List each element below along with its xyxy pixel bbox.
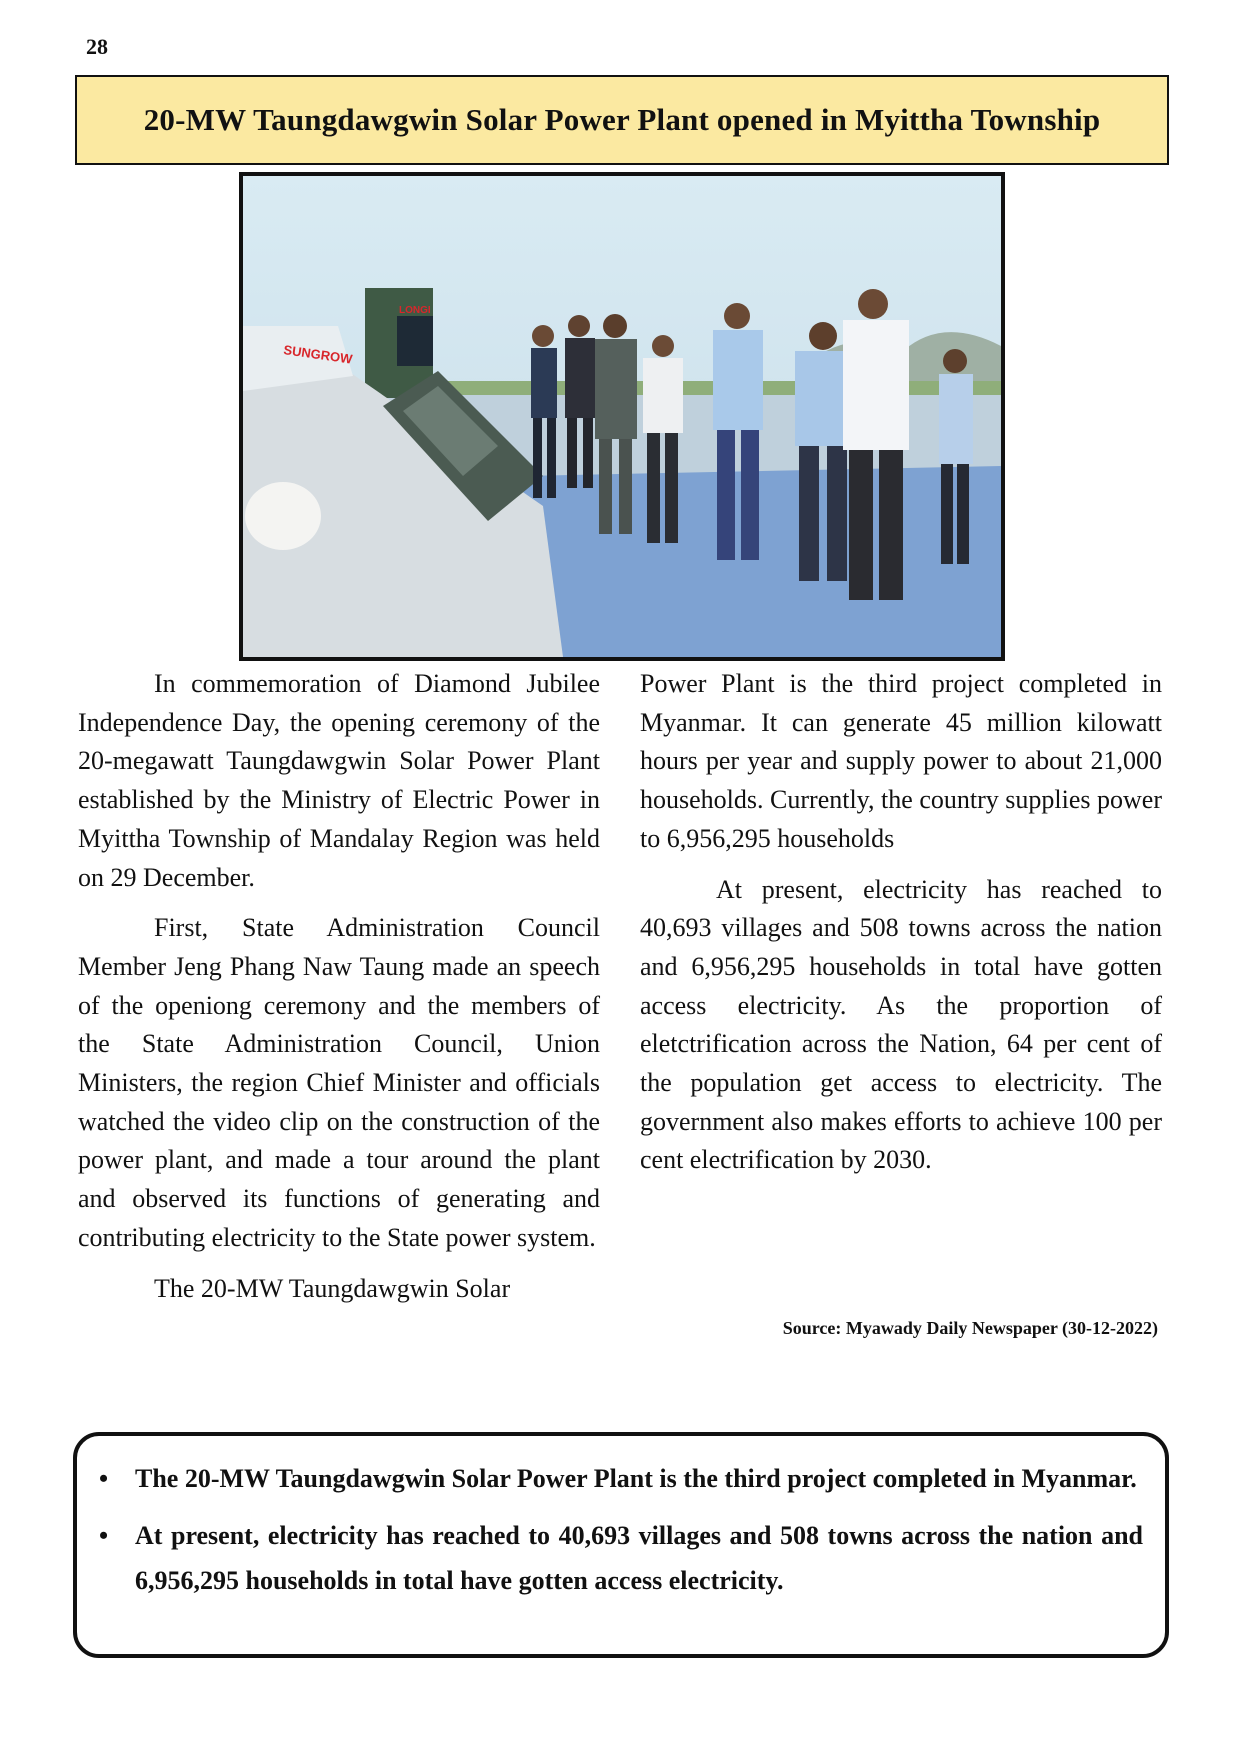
article-column-right xyxy=(640,665,1162,1192)
article-paragraph: Power Plant is the third project completed in Myanmar. It can generate 45 million kilowatt hours per year and supply power to about 21,000 households. Currently, the country supplies power to 6,956,295 households xyxy=(640,669,1162,853)
article-paragraph: First, State Administration Council Member Jeng Phang Naw Taung made an speech of the openiong ceremony and the members of the State Administration Council, Union Ministers, the region Chief Minister and officials watched the video clip on the construction of the power plant, and made a tour around the plant and observed its functions of generating and contributing electricity to the State power system. xyxy=(78,913,600,1252)
summary-item-text: At present, electricity has reached to 40,693 villages and 508 towns across the nation and 6,956,295 households in total have gotten access electricity. xyxy=(135,1521,1143,1595)
article-paragraph: The 20-MW Taungdawgwin Solar xyxy=(154,1273,511,1303)
summary-item xyxy=(95,1456,1143,1501)
page-number: 28 xyxy=(86,34,108,59)
photo-sign-panel xyxy=(397,316,433,366)
article-title: 20-MW Taungdawgwin Solar Power Plant opened in Myittha Township xyxy=(143,102,1101,137)
article-paragraph: At present, electricity has reached to 40,693 villages and 508 towns across the nation and 6,956,295 households in total have gotten access electricity. As the proportion of eletctrification across the Nation, 64 per cent of the population get access to electricity. The government also makes efforts to achieve 100 per cent electrification by 2030. xyxy=(640,874,1162,1175)
article-paragraph: In commemoration of Diamond Jubilee Independence Day, the opening ceremony of the 20-megawatt Taungdawgwin Solar Power Plant established by the Ministry of Electric Power in Myittha Township of Mandalay Region was held on 29 December. xyxy=(78,669,600,892)
photo-sign-text: LONGI xyxy=(399,305,431,316)
summary-item xyxy=(95,1513,1143,1603)
title-banner xyxy=(75,75,1169,165)
summary-box xyxy=(73,1432,1169,1658)
photo-brand-text: SUNGROW xyxy=(282,342,354,367)
article-photo xyxy=(239,172,1005,661)
article-column-left xyxy=(78,665,600,1320)
summary-item-text: The 20-MW Taungdawgwin Solar Power Plant is the third project completed in Myanmar. xyxy=(135,1464,1137,1493)
source-credit: Source: Myawady Daily Newspaper (30-12-2022) xyxy=(782,1318,1158,1338)
photo-white-dome xyxy=(245,482,321,550)
photo-illustration xyxy=(243,176,1001,657)
bullet-icon: • xyxy=(99,1521,109,1550)
bullet-icon: • xyxy=(99,1464,109,1493)
summary-list xyxy=(95,1456,1143,1603)
